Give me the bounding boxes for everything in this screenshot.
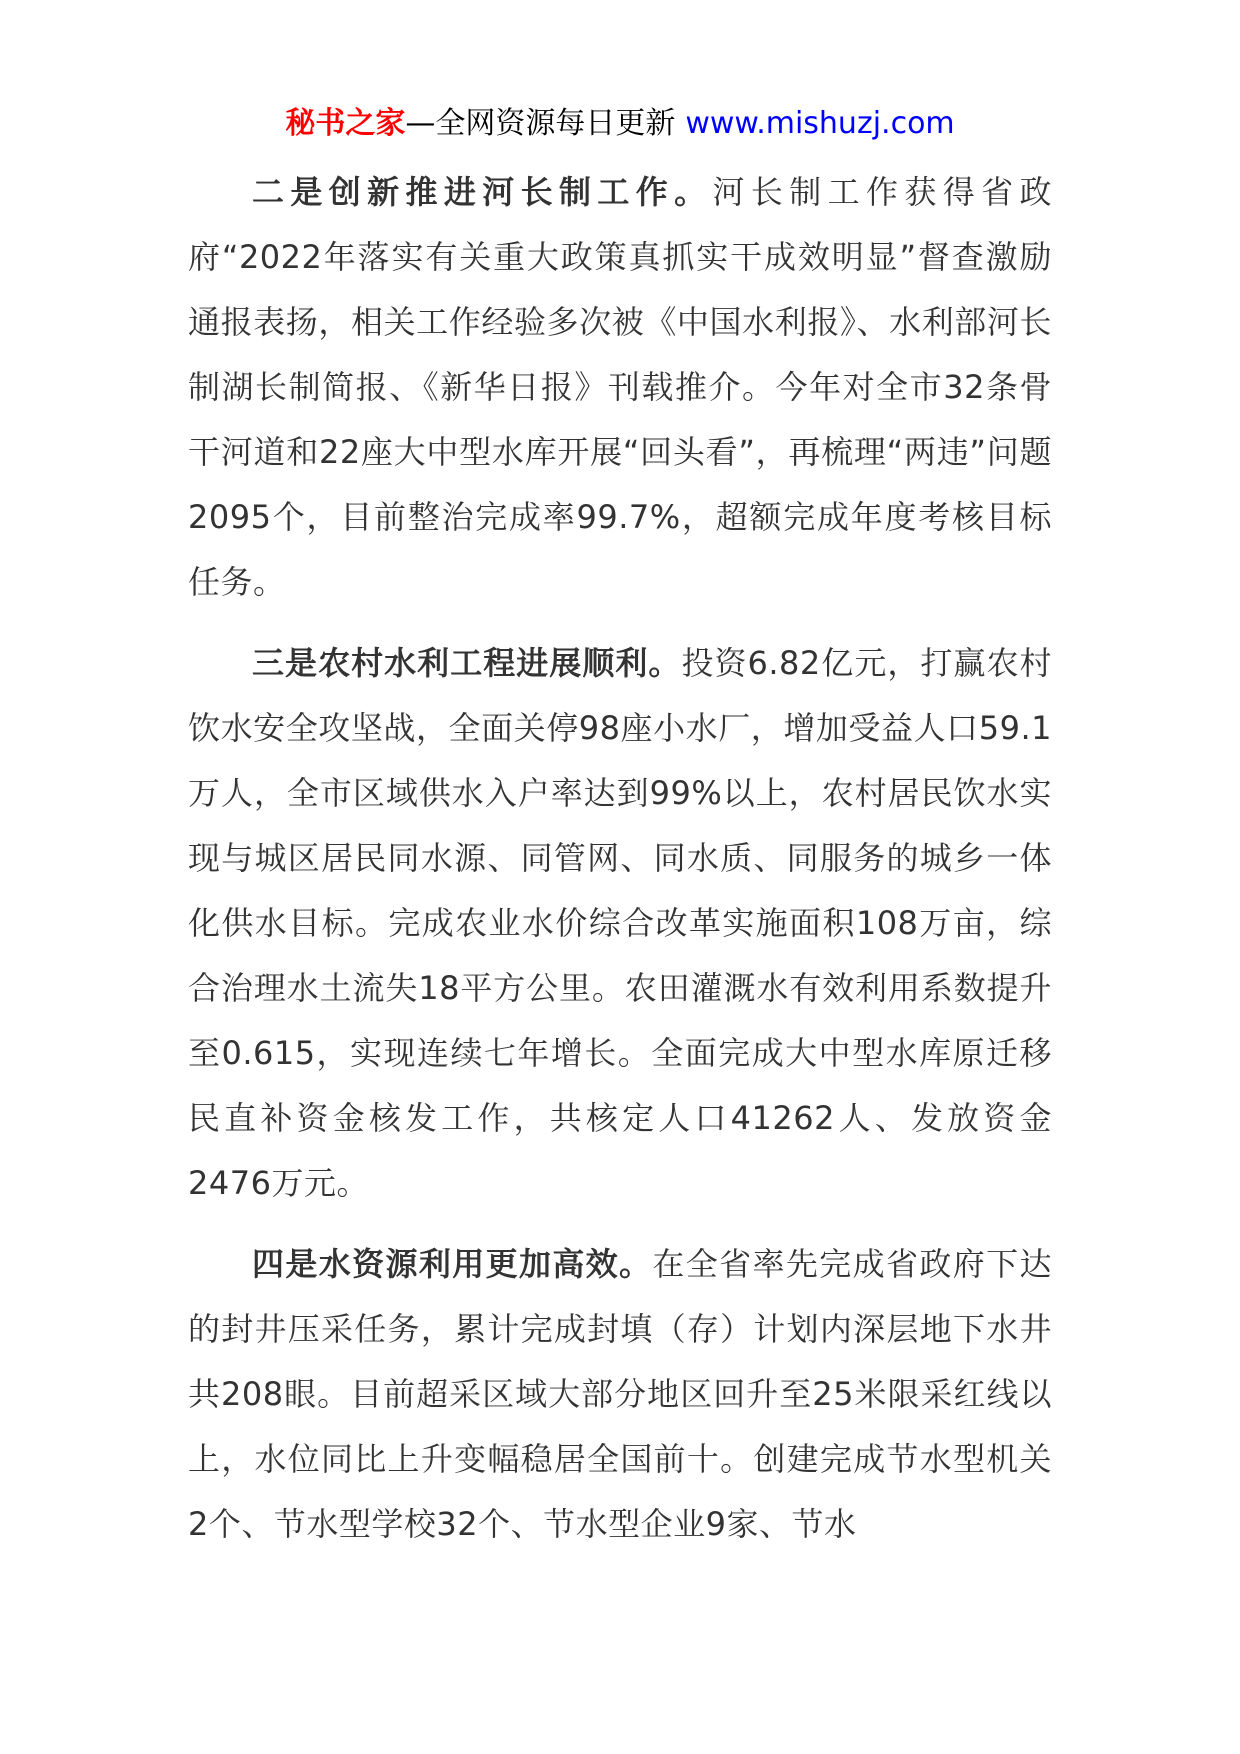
site-brand: 秘书之家 — [285, 106, 406, 141]
paragraph-water-resources — [188, 1232, 1052, 1557]
site-url-link[interactable]: www.mishuzj.com — [685, 106, 955, 141]
paragraph-river-chief — [188, 160, 1052, 615]
site-tagline: —全网资源每日更新 — [405, 106, 676, 141]
paragraph-heading: 三是农村水利工程进展顺利。 — [252, 644, 682, 682]
paragraph-text: 在全省率先完成省政府下达的封井压采任务，累计完成封填（存）计划内深层地下水井共208眼。目前超采区域大部分地区回升至25米限采红线以上，水位同比上升变幅稳居全国前十。创建完成节水型机关2个、节水型学校32个、节水型企业9家、节水 — [188, 1245, 1052, 1543]
document-body — [188, 160, 1052, 1573]
paragraph-text: 河长制工作获得省政府“2022年落实有关重大政策真抓实干成效明显”督查激励通报表扬，相关工作经验多次被《中国水利报》、水利部河长制湖长制简报、《新华日报》刊载推介。今年对全市32条骨干河道和22座大中型水库开展“回头看”，再梳理“两违”问题2095个，目前整治完成率99.7%，超额完成年度考核目标任务。 — [188, 173, 1052, 601]
paragraph-heading: 四是水资源利用更加高效。 — [252, 1245, 653, 1283]
paragraph-heading: 二是创新推进河长制工作。 — [252, 173, 713, 211]
paragraph-rural-water — [188, 631, 1052, 1216]
paragraph-text: 投资6.82亿元，打赢农村饮水安全攻坚战，全面关停98座小水厂，增加受益人口59.1万人，全市区域供水入户率达到99%以上，农村居民饮水实现与城区居民同水源、同管网、同水质、同服务的城乡一体化供水目标。完成农业水价综合改革实施面积108万亩，综合治理水土流失18平方公里。农田灌溉水有效利用系数提升至0.615，实现连续七年增长。全面完成大中型水库原迁移民直补资金核发工作，共核定人口41262人、发放资金2476万元。 — [188, 644, 1052, 1202]
page-header — [0, 100, 1240, 148]
